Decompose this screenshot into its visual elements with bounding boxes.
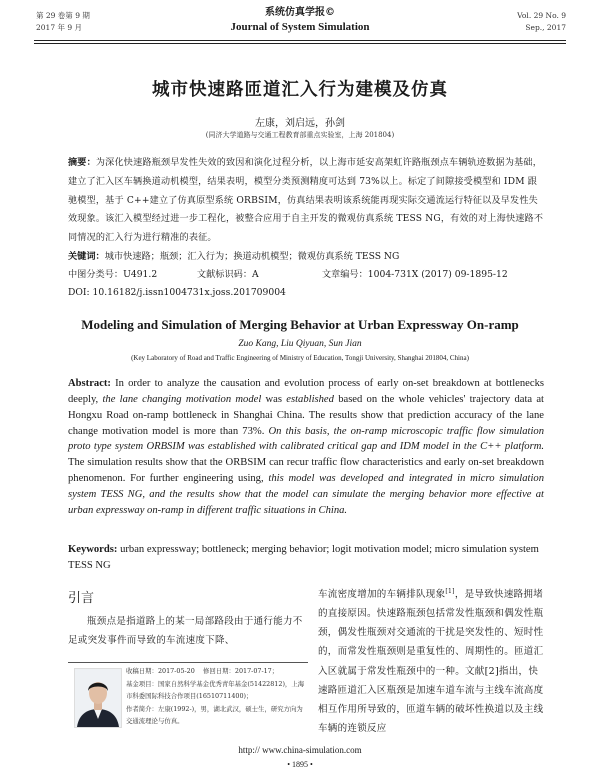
affiliation-cn: (同济大学道路与交通工程教育部重点实验室，上海 201804): [205, 131, 395, 139]
keywords-en: [68, 542, 544, 573]
journal-name: [0, 6, 600, 34]
article-number: 文章编号：1004-731X (2017) 09-1895-12: [321, 269, 508, 280]
keywords-cn: [68, 250, 544, 264]
abstract-en-text: based on the whole vehicles' trajectory data at Hongxu Road on-ramp bottleneck in Shanghai China. The results show that prediction accuracy of the lane change motivation model is more than 73%.: [68, 393, 544, 437]
journal-name-cn: 系统仿真学报©: [265, 7, 335, 18]
author-photo: [74, 668, 122, 728]
intro-text: 车流密度增加的车辆排队现象: [318, 589, 446, 601]
keywords-en-text: urban expressway; bottleneck; merging behavior; logit motivation model; micro simulation system TESS NG: [68, 544, 539, 571]
section-heading-introduction: 引言: [68, 591, 95, 606]
page-number: • 1895 •: [287, 760, 313, 769]
abstract-en-emphasis: this model was developed and integrated in micro simulation system TESS NG, and the results show that the model can simulate the merging behavior more effective at urban expressway on-ramp in different traffic situations in China.: [68, 473, 544, 516]
classification-line: [68, 268, 544, 282]
authors-cn: 左康，刘启远，孙剑: [255, 118, 345, 129]
intro-text: ，是导致快速路拥堵的直接原因。快速路瓶颈包括常发性瓶颈和偶发性瓶颈，偶发性瓶颈对交通流的干扰是突发性的、短时性的，而常发性瓶颈则是重复性的、周期性的。匝道汇入区就属于常发性瓶颈中的一种。文献[2]指出，快速路匝道汇入区瓶颈是加速车道车流与主线车流高度相互作用所导致的，匝道车辆的破坏性换道以及主线车辆的连锁反应: [318, 589, 544, 734]
header-rule: [34, 40, 566, 41]
intro-paragraph-left: 瓶颈点是指道路上的某一局部路段由于通行能力不足或突发事件而导致的车流速度下降、: [68, 616, 303, 646]
keywords-cn-label: 关键词：: [68, 251, 105, 262]
clc-number: 中图分类号：U491.2: [68, 269, 158, 280]
abstract-en-emphasis: On this basis, the on-ramp microscopic traffic flow simulation proto type system ORBSIM was established with calibrated critical gap and IDM model in the C++ platform.: [68, 425, 544, 453]
footnote: [126, 665, 308, 728]
document-code: 文献标识码：A: [196, 269, 259, 280]
date-cn: 2017 年 9 月: [36, 23, 83, 32]
journal-volume-info-en: [517, 10, 566, 34]
abstract-en-text: In order to analyze the causation and evolution process of early on-set breakdown at bottlenecks deeply,: [68, 378, 544, 405]
abstract-en-text: was: [261, 393, 287, 405]
author-portrait-icon: [75, 669, 121, 727]
paper-title-en: Modeling and Simulation of Merging Behavior at Urban Expressway On-ramp: [81, 317, 519, 332]
abstract-cn: [68, 154, 544, 248]
intro-paragraph-right: [318, 582, 544, 738]
abstract-en-text: The simulation results show that the ORBSIM can recur traffic flow characteristics and early on-set breakdown phenomenon. For further engineering using,: [68, 457, 544, 485]
authors-en: Zuo Kang, Liu Qiyuan, Sun Jian: [238, 339, 362, 349]
received-date: 收稿日期：2017-05-20: [126, 667, 195, 675]
volume-issue-cn: 第 29 卷第 9 期: [36, 11, 90, 20]
doi: DOI: 10.16182/j.issn1004731x.joss.201709004: [68, 287, 286, 298]
abstract-cn-label: 摘要：: [68, 157, 96, 168]
footnote-rule: [68, 662, 308, 663]
header-rule-thin: [34, 43, 566, 44]
footer-url[interactable]: http:// www.china-simulation.com: [238, 745, 362, 755]
paper-title-cn: 城市快速路匝道汇入行为建模及仿真: [152, 80, 448, 100]
revised-date: 修回日期：2017-07-17；: [202, 667, 279, 675]
abstract-cn-text: 为深化快速路瓶颈早发性失效的致因和演化过程分析，以上海市延安高架虹许路瓶颈点车辆轨迹数据为基础，建立了汇入区车辆换道动机模型，结果表明，模型分类预测精度可达到 73%以上。标定了间隙接受模型和 IDM 跟驰模型，基于 C++建立了仿真原型系统 ORBSIM，仿真结果表明该系统能再现实际交通流运行特征以及早发性失效现象。该汇入模型经过进一步工程化，被整合应用于自主开发的微观仿真系统 TESS NG，有效的对上海快速路不同情况的汇入行为进行精准的表征。: [68, 158, 544, 244]
volume-issue-en: Vol. 29 No. 9: [517, 11, 566, 20]
abstract-en-emphasis: the lane changing motivation model: [102, 393, 262, 405]
author-bio: 作者简介：左康(1992-)，男，湖北武汉，硕士生，研究方向为交通流理论与仿真。: [126, 704, 303, 725]
fund-info: 基金项目：国家自然科学基金优秀青年基金(51422812)，上海市科委国际科技合作项目(16510711400)；: [126, 679, 305, 700]
abstract-en-label: Abstract:: [68, 378, 111, 389]
journal-name-en: Journal of System Simulation: [230, 21, 370, 33]
abstract-en-emphasis: established: [286, 393, 334, 405]
keywords-cn-text: 城市快速路；瓶颈；汇入行为；换道动机模型；微观仿真系统 TESS NG: [104, 251, 400, 262]
date-en: Sep., 2017: [525, 23, 566, 32]
citation-ref[interactable]: [1]: [445, 588, 455, 595]
footnote-dates: [126, 665, 308, 678]
keywords-en-label: Keywords:: [68, 544, 118, 555]
abstract-en: [68, 376, 544, 519]
affiliation-en: (Key Laboratory of Road and Traffic Engineering of Ministry of Education, Tongji University, Shanghai 201804, China): [131, 354, 469, 362]
